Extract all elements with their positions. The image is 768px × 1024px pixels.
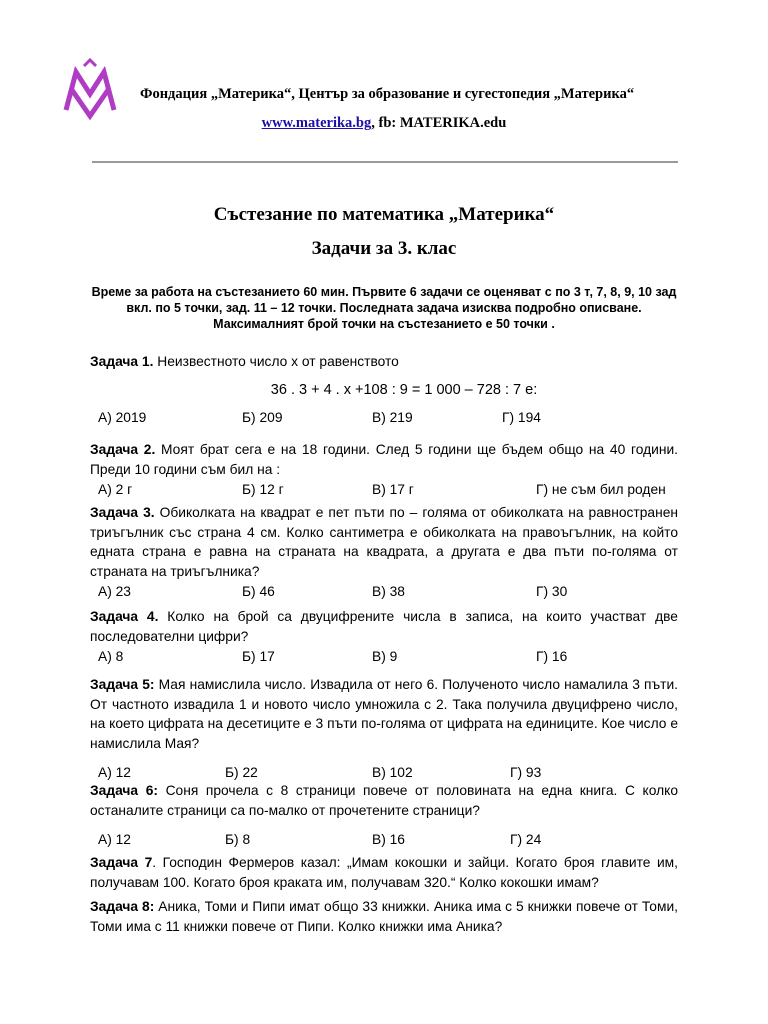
task-question: Обиколката на квадрат е пет пъти по – голяма от обиколката на равностранен триъгълник със страна 4 см. Колко сантиметра е обиколката на правоъгълник, на който едната страна е равна на страната на квадрата, а другата е два пъти по-голяма от страната на триъгълника?	[90, 505, 678, 579]
option-c[interactable]: В) 38	[372, 584, 405, 599]
instructions-line: Максималният брой точки на състезанието е 50 точки .	[213, 317, 555, 331]
answer-options	[90, 408, 678, 427]
option-c[interactable]: В) 9	[372, 649, 398, 664]
facebook-handle: , fb: MATERIKA.edu	[371, 115, 507, 131]
answer-options	[90, 480, 678, 499]
organization-name: Фондация „Материка“, Център за образование и сугестопедия „Материка“	[140, 86, 635, 102]
task-3	[90, 503, 678, 601]
task-equation: 36 . 3 + 4 . x +108 : 9 = 1 000 – 728 : 7 е:	[270, 381, 538, 398]
option-a[interactable]: А) 2 г	[98, 482, 133, 497]
task-7	[90, 853, 678, 892]
option-d[interactable]: Г) 194	[502, 410, 541, 425]
page-subtitle: Задачи за 3. клас	[311, 238, 457, 259]
option-a[interactable]: А) 2019	[98, 410, 147, 425]
task-question: Аника, Томи и Пипи имат общо 33 книжки. Аника има с 5 книжки повече от Томи, Томи има с 11 книжки повече от Пипи. Колко книжки има Аника?	[90, 899, 678, 934]
page-title: Състезание по математика „Материка“	[213, 204, 555, 225]
task-question: . Господин Фермеров казал: „Имам кокошки и зайци. Когато броя главите им, получавам 100. Когато броя краката им, получавам 320.“ Колко кокошки имам?	[90, 855, 679, 890]
task-label: Задача 7	[90, 855, 153, 870]
answer-options	[90, 830, 678, 849]
task-2	[90, 440, 678, 499]
option-b[interactable]: Б) 12 г	[242, 482, 284, 497]
instructions-line: Време за работа на състезанието 60 мин. Първите 6 задачи се оценяват с по 3 т, 7, 8, 9, 10 зад	[91, 285, 677, 299]
instructions-line: вкл. по 5 точки, зад. 11 – 12 точки. Последната задача изисква подробно описване.	[126, 301, 642, 315]
option-d[interactable]: Г) 24	[510, 832, 542, 847]
option-a[interactable]: А) 23	[98, 584, 131, 599]
option-b[interactable]: Б) 17	[242, 649, 275, 664]
task-question: Моят брат сега е на 18 години. След 5 години ще бъдем общо на 40 години. Преди 10 години съм бил на :	[90, 442, 678, 477]
answer-options	[90, 763, 678, 782]
website-link[interactable]: www.materika.bg	[261, 115, 372, 131]
task-label: Задача 6:	[90, 783, 158, 798]
option-c[interactable]: В) 102	[372, 765, 413, 780]
task-label: Задача 4.	[90, 609, 159, 624]
header-divider	[92, 161, 678, 163]
option-b[interactable]: Б) 8	[225, 832, 251, 847]
option-d[interactable]: Г) 30	[536, 584, 568, 599]
task-1	[90, 352, 678, 427]
option-c[interactable]: В) 219	[372, 410, 413, 425]
option-c[interactable]: В) 17 г	[372, 482, 414, 497]
task-6	[90, 781, 678, 849]
option-a[interactable]: А) 8	[98, 649, 124, 664]
task-5	[90, 675, 678, 782]
option-d[interactable]: Г) 93	[510, 765, 542, 780]
task-label: Задача 1.	[90, 354, 154, 369]
task-text	[90, 781, 678, 820]
option-d[interactable]: Г) не съм бил роден	[536, 482, 666, 497]
task-label: Задача 2.	[90, 442, 156, 457]
option-c[interactable]: В) 16	[372, 832, 405, 847]
task-text	[90, 440, 678, 479]
task-8	[90, 897, 678, 936]
task-question: Неизвестното число x от равенството	[153, 354, 399, 369]
task-question: Колко на брой са двуцифрените числа в записа, на които участват две последователни цифри?	[90, 609, 678, 644]
task-text	[90, 607, 678, 646]
task-text	[90, 853, 678, 892]
answer-options	[90, 582, 678, 601]
option-a[interactable]: А) 12	[98, 832, 131, 847]
option-b[interactable]: Б) 46	[242, 584, 275, 599]
task-label: Задача 3.	[90, 505, 155, 520]
option-b[interactable]: Б) 209	[242, 410, 283, 425]
option-d[interactable]: Г) 16	[536, 649, 568, 664]
task-4	[90, 607, 678, 666]
task-text	[90, 675, 678, 753]
contact-line	[0, 115, 768, 132]
instructions	[86, 284, 682, 332]
task-question: Мая намислила число. Извадила от него 6. Полученото число намалила 3 пъти. От частното извадила 1 и новото число умножила с 2. Така получила двуцифрено число, на което цифрата на десетиците е 3 пъти по-голяма от цифрата на единиците. Кое число е намислила Мая?	[90, 677, 678, 751]
task-label: Задача 8:	[90, 899, 155, 914]
task-text	[90, 897, 678, 936]
task-question: Соня прочела с 8 страници повече от половината на една книга. С колко останалите страници са по-малко от прочетените страници?	[90, 783, 678, 818]
option-a[interactable]: А) 12	[98, 765, 131, 780]
task-text	[90, 352, 678, 372]
option-b[interactable]: Б) 22	[225, 765, 258, 780]
task-label: Задача 5:	[90, 677, 155, 692]
answer-options	[90, 647, 678, 666]
task-text	[90, 503, 678, 581]
